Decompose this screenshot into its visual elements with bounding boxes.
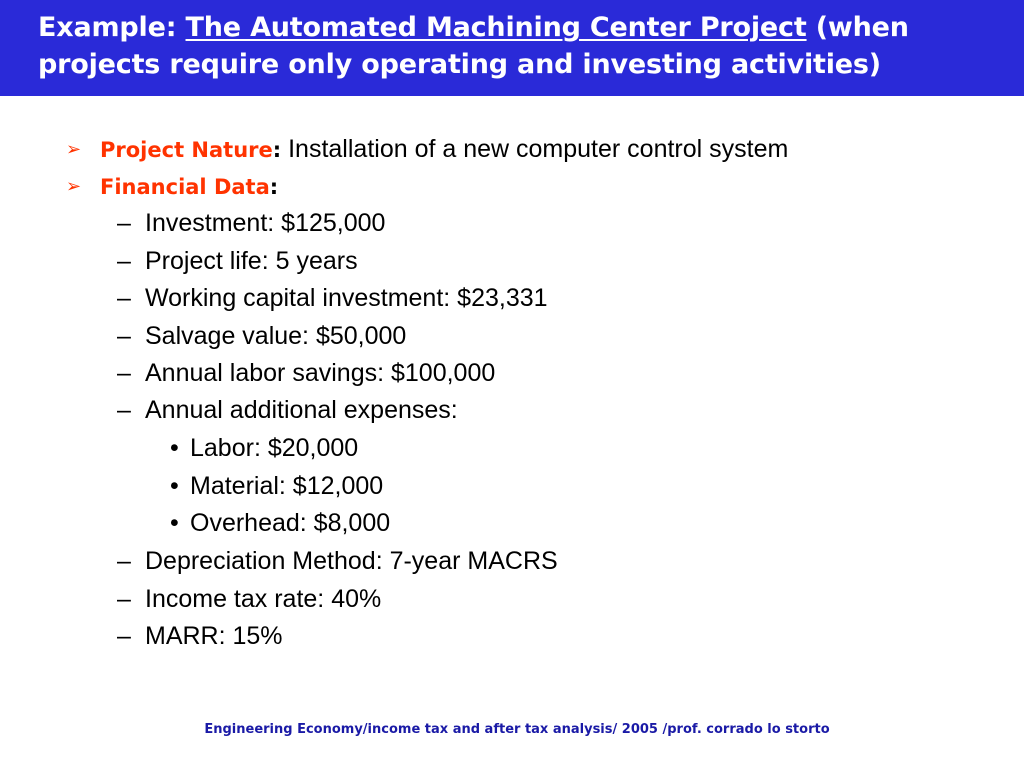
slide-footer xyxy=(0,722,1024,737)
dash-bullet: – xyxy=(117,247,131,275)
bullet-financial-data xyxy=(100,171,278,202)
expense-item: Overhead: $8,000 xyxy=(190,509,391,537)
financial-data-label: Financial Data xyxy=(100,175,270,199)
dash-bullet: – xyxy=(117,209,131,237)
financial-item: Annual additional expenses: xyxy=(145,396,458,424)
dash-bullet: – xyxy=(117,622,131,650)
dash-bullet: – xyxy=(117,322,131,350)
financial-data-colon: : xyxy=(269,175,279,199)
financial-item: Depreciation Method: 7-year MACRS xyxy=(145,547,558,575)
dash-bullet: – xyxy=(117,585,131,613)
financial-item: Project life: 5 years xyxy=(145,247,358,275)
arrow-bullet-icon: ➢ xyxy=(66,176,82,196)
footer-text: Engineering Economy/income tax and after tax analysis/ 2005 /prof. corrado lo storto xyxy=(204,722,830,737)
expense-item: Material: $12,000 xyxy=(190,472,384,500)
expense-item: Labor: $20,000 xyxy=(190,434,359,462)
financial-item: Salvage value: $50,000 xyxy=(145,322,407,350)
dash-bullet: – xyxy=(117,284,131,312)
dash-bullet: – xyxy=(117,547,131,575)
financial-item: Annual labor savings: $100,000 xyxy=(145,359,496,387)
financial-item: Investment: $125,000 xyxy=(145,209,386,237)
financial-item: Income tax rate: 40% xyxy=(145,585,382,613)
bullet-project-nature xyxy=(100,134,788,165)
dot-bullet: • xyxy=(170,509,179,537)
project-nature-text: Installation of a new computer control system xyxy=(281,135,789,163)
title-project-name: The Automated Machining Center Project xyxy=(185,12,807,43)
financial-item: MARR: 15% xyxy=(145,622,283,650)
dash-bullet: – xyxy=(117,396,131,424)
dash-bullet: – xyxy=(117,359,131,387)
title-suffix: (when projects require only operating and investing activities) xyxy=(38,12,909,80)
title-prefix: Example: xyxy=(38,12,186,43)
project-nature-colon: : xyxy=(272,138,282,162)
dot-bullet: • xyxy=(170,434,179,462)
dot-bullet: • xyxy=(170,472,179,500)
arrow-bullet-icon: ➢ xyxy=(66,139,82,159)
project-nature-label: Project Nature xyxy=(100,138,273,162)
financial-item: Working capital investment: $23,331 xyxy=(145,284,548,312)
